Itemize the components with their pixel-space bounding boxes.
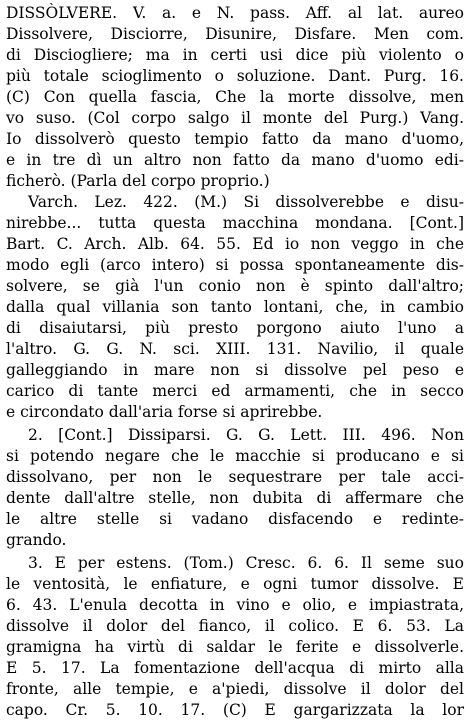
entry-line: Io dissolverò questo tempio fatto da mano d'uomo, [6,130,464,148]
entry-line: le ventosità, le enfiature, e ogni tumor dissolve. E [6,575,464,593]
entry-line: ficherò. (Parla del corpo proprio.) [6,172,270,190]
entry-line: 2. [Cont.] Dissiparsi. G. G. Lett. III. 496. Non [28,426,464,444]
entry-line: nirebbe... tutta questa macchina mondana. [Cont.] [6,214,464,232]
entry-line: capo. Cr. 5. 10. 17. (C) E gargarizzata la lor [6,701,464,719]
entry-line: Dissolvere, Disciorre, Disunire, Disfare. Men com. [6,25,464,43]
entry-line: DISSÒLVERE. V. a. e N. pass. Aff. al lat. aureo [6,4,464,22]
entry-line: più totale scioglimento o soluzione. Dant. Purg. 16. [6,67,464,85]
entry-line: e in tre dì un altro non fatto da mano d'uomo edi- [6,151,464,169]
entry-line: grando. [6,531,67,549]
entry-line: dente dall'altre stelle, non dubita di affermare che [6,489,464,507]
entry-line: carico di tante merci ed armamenti, che in secco [6,382,464,400]
entry-line: Bart. C. Arch. Alb. 64. 55. Ed io non veggo in che [6,235,464,253]
entry-line: le altre stelle si vadano disfacendo e redinte- [6,510,464,528]
entry-line: vo suso. (Col corpo salgo il monte del Purg.) Vang. [6,109,464,127]
entry-line: dissolve il dolor del fianco, il colico. E 6. 53. La [6,617,464,635]
entry-line: dalla qual villania son tanto lontani, che, in cambio [6,298,464,316]
entry-line: 6. 43. L'enula decotta in vino e olio, e impiastrata, [6,596,464,614]
entry-line: (C) Con quella fascia, Che la morte dissolve, men [6,88,464,106]
entry-line: E 5. 17. La fomentazione dell'acqua di mirto alla [6,659,464,677]
entry-line: dissolvano, per non le sequestrare per tale acci- [6,468,464,486]
entry-line: di disaiutarsi, più presto porgono aiuto l'uno a [6,319,464,337]
entry-line: di Disciogliere; ma in certi usi dice più violento o [6,46,464,64]
entry-line: galleggiando in mare non si dissolve pel peso e [6,361,464,379]
entry-line: fronte, alle tempie, e a'piedi, dissolve il dolor del [6,680,464,698]
entry-line: gramigna ha virtù di saldar le ferite e dissolverle. [6,638,464,656]
entry-line: 3. E per estens. (Tom.) Cresc. 6. 6. Il seme suo [28,554,464,572]
entry-line: l'altro. G. G. N. sci. XIII. 131. Navilio, il quale [6,340,464,358]
entry-line: e circondato dall'aria forse si aprirebbe. [6,403,323,421]
entry-line: si potendo negare che le macchie si producano e si [6,447,464,465]
entry-line: solvere, se già l'un conio non è spinto dall'altro; [6,277,464,295]
entry-line: modo egli (arco intero) si possa spontaneamente dis- [6,256,464,274]
entry-line: Varch. Lez. 422. (M.) Si dissolverebbe e disu- [28,193,464,211]
